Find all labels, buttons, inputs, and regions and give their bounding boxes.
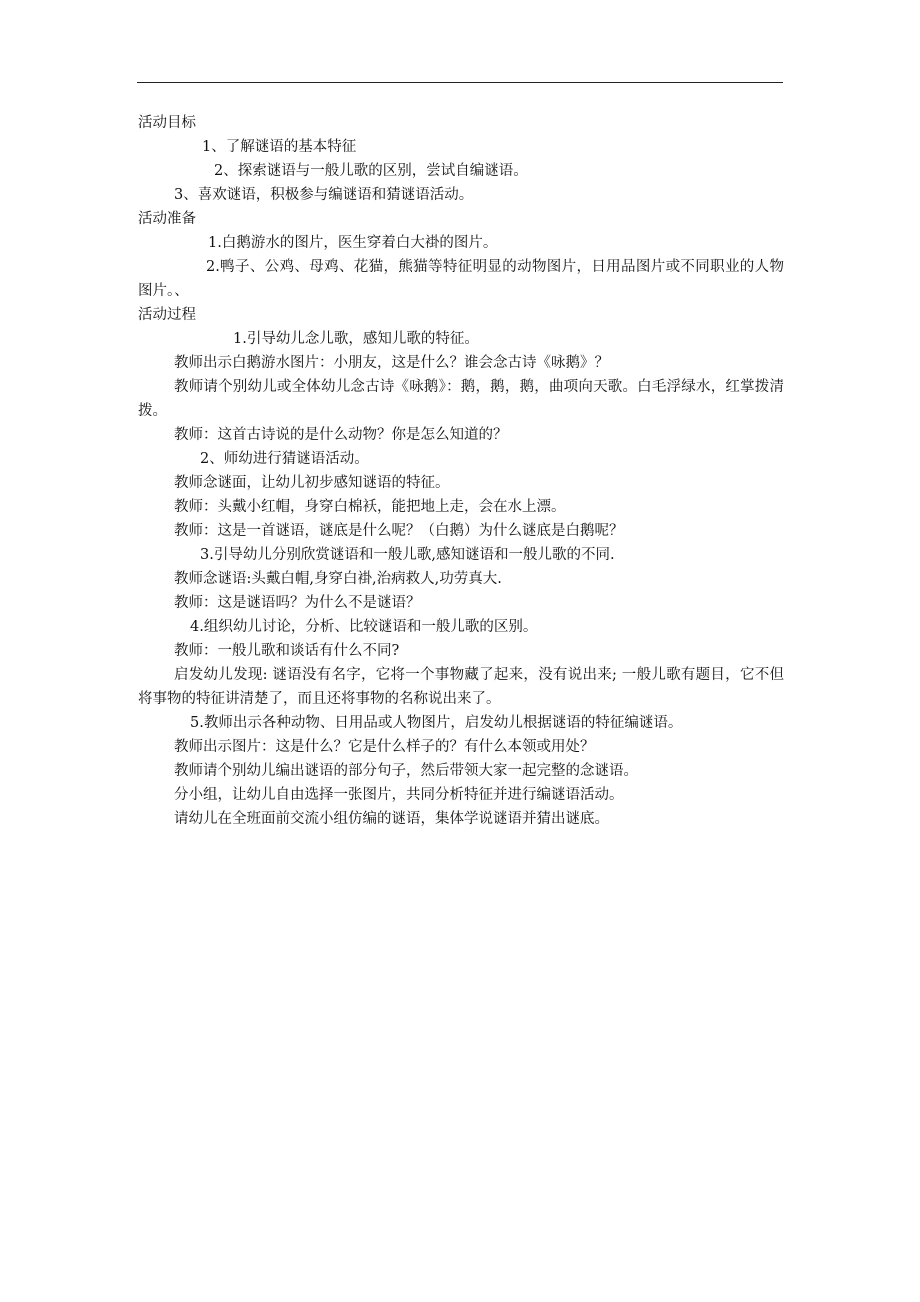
document-body bbox=[138, 111, 784, 831]
process-paragraph: 教师：这首古诗说的是什么动物？你是怎么知道的？ bbox=[174, 427, 508, 443]
goal-item: 3、喜欢谜语，积极参与编谜语和猜谜语活动。 bbox=[174, 187, 474, 203]
process-paragraph: 请幼儿在全班面前交流小组仿编的谜语，集体学说谜语并猜出谜底。 bbox=[174, 811, 609, 827]
process-paragraph: 教师出示图片：这是什么？它是什么样子的？有什么本领或用处？ bbox=[174, 739, 595, 755]
process-paragraph: 教师念谜面，让幼儿初步感知谜语的特征。 bbox=[174, 475, 450, 491]
prep-item: 2.鸭子、公鸡、母鸡、花猫，熊猫等特征明显的动物图片，日用品图片或不同职业的人物图片。、 bbox=[138, 259, 784, 299]
goal-heading: 活动目标 bbox=[138, 115, 196, 131]
process-step: 1.引导幼儿念儿歌，感知儿歌的特征。 bbox=[233, 331, 479, 347]
process-paragraph: 教师念谜语:头戴白帽,身穿白褂,治病救人,功劳真大. bbox=[174, 571, 502, 587]
process-paragraph: 教师：这是谜语吗？为什么不是谜语？ bbox=[174, 595, 421, 611]
prep-heading: 活动准备 bbox=[138, 211, 196, 227]
process-heading: 活动过程 bbox=[138, 307, 196, 323]
process-paragraph: 教师请个别幼儿编出谜语的部分句子，然后带领大家一起完整的念谜语。 bbox=[174, 763, 638, 779]
process-paragraph: 教师：这是一首谜语，谜底是什么呢？（白鹅）为什么谜底是白鹅呢？ bbox=[174, 523, 624, 539]
process-paragraph: 教师出示白鹅游水图片：小朋友，这是什么？谁会念古诗《咏鹅》？ bbox=[174, 355, 609, 371]
process-paragraph: 分小组，让幼儿自由选择一张图片，共同分析特征并进行编谜语活动。 bbox=[174, 787, 624, 803]
prep-item: 1.白鹅游水的图片，医生穿着白大褂的图片。 bbox=[208, 235, 498, 251]
process-step: 3.引导幼儿分别欣赏谜语和一般儿歌,感知谜语和一般儿歌的不同. bbox=[200, 547, 615, 563]
goal-item: 1、了解谜语的基本特征 bbox=[202, 139, 357, 155]
goal-item: 2、探索谜语与一般儿歌的区别，尝试自编谜语。 bbox=[214, 163, 528, 179]
process-step: 2、师幼进行猜谜语活动。 bbox=[200, 451, 369, 467]
header-rule bbox=[137, 82, 783, 83]
process-step: 4.组织幼儿讨论，分析、比较谜语和一般儿歌的区别。 bbox=[190, 619, 538, 635]
process-step: 5.教师出示各种动物、日用品或人物图片，启发幼儿根据谜语的特征编谜语。 bbox=[190, 715, 683, 731]
process-paragraph: 启发幼儿发现: 谜语没有名字，它将一个事物藏了起来，没有说出来; 一般儿歌有题目，它不但将事物的特征讲清楚了，而且还将事物的名称说出来了。 bbox=[138, 667, 784, 707]
process-paragraph: 教师：头戴小红帽，身穿白棉袄，能把地上走，会在水上漂。 bbox=[174, 499, 566, 515]
process-paragraph: 教师：一般儿歌和谈话有什么不同? bbox=[174, 643, 400, 659]
process-paragraph: 教师请个别幼儿或全体幼儿念古诗《咏鹅》：鹅，鹅，鹅，曲项向天歌。白毛浮绿水，红掌拨清拨。 bbox=[138, 379, 784, 419]
